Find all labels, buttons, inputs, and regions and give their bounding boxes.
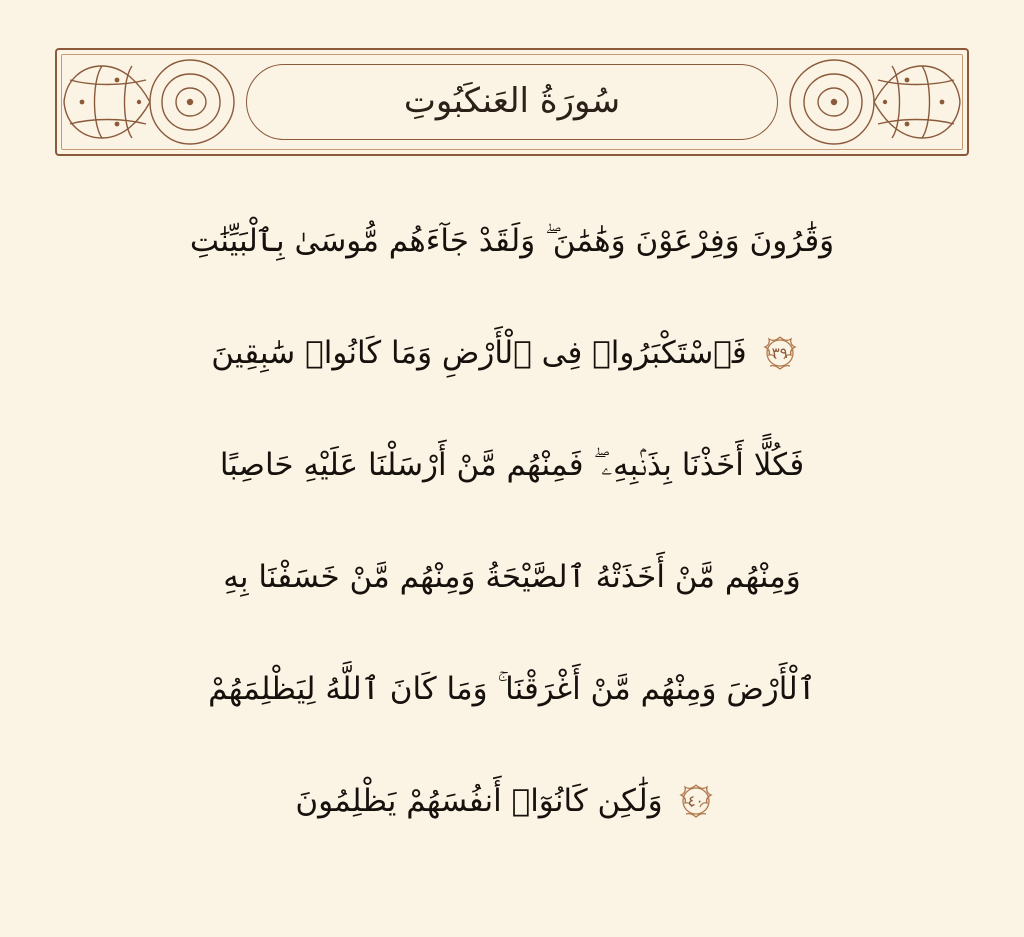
surah-header-band [55,48,969,156]
arabesque-ornament-icon [57,50,242,154]
surah-title-plate [246,64,778,140]
ayah-number: ٣٩ [771,343,788,362]
ayah-line [70,409,954,521]
ayah-line [70,521,954,633]
ayah-text: وَمِنْهُم مَّنْ أَخَذَتْهُ ٱلصَّيْحَةُ وَمِنْهُم مَّنْ خَسَفْنَا بِهِ [223,559,801,595]
ayah-text: وَلَٰكِن كَانُوٓا۟ أَنفُسَهُمْ يَظْلِمُونَ [295,783,663,819]
ayah-line [70,185,954,297]
quran-text-body [70,185,954,885]
ayah-number-medallion[interactable] [673,778,719,824]
ayah-line [70,633,954,745]
page-title: سُورَةُ العَنكَبُوتِ [403,81,621,122]
ayah-text: ٱلْأَرْضَ وَمِنْهُم مَّنْ أَغْرَقْنَا ۚ وَمَا كَانَ ٱللَّهُ لِيَظْلِمَهُمْ [208,671,816,707]
ayah-text: فَكُلًّا أَخَذْنَا بِذَنۢبِهِۦ ۖ فَمِنْهُم مَّنْ أَرْسَلْنَا عَلَيْهِ حَاصِبًا [219,447,805,483]
ayah-line [70,297,954,409]
ayah-text: فَٱسْتَكْبَرُوا۟ فِى ٱلْأَرْضِ وَمَا كَانُوا۟ سَٰبِقِينَ [211,335,747,371]
ayah-text: وَقَٰرُونَ وَفِرْعَوْنَ وَهَٰمَٰنَ ۖ وَلَقَدْ جَآءَهُم مُّوسَىٰ بِٱلْبَيِّنَٰتِ [189,223,835,259]
ayah-number-medallion[interactable] [757,330,803,376]
ayah-number: ٤٠ [687,791,704,810]
ayah-line [70,745,954,857]
arabesque-ornament-icon [782,50,967,154]
